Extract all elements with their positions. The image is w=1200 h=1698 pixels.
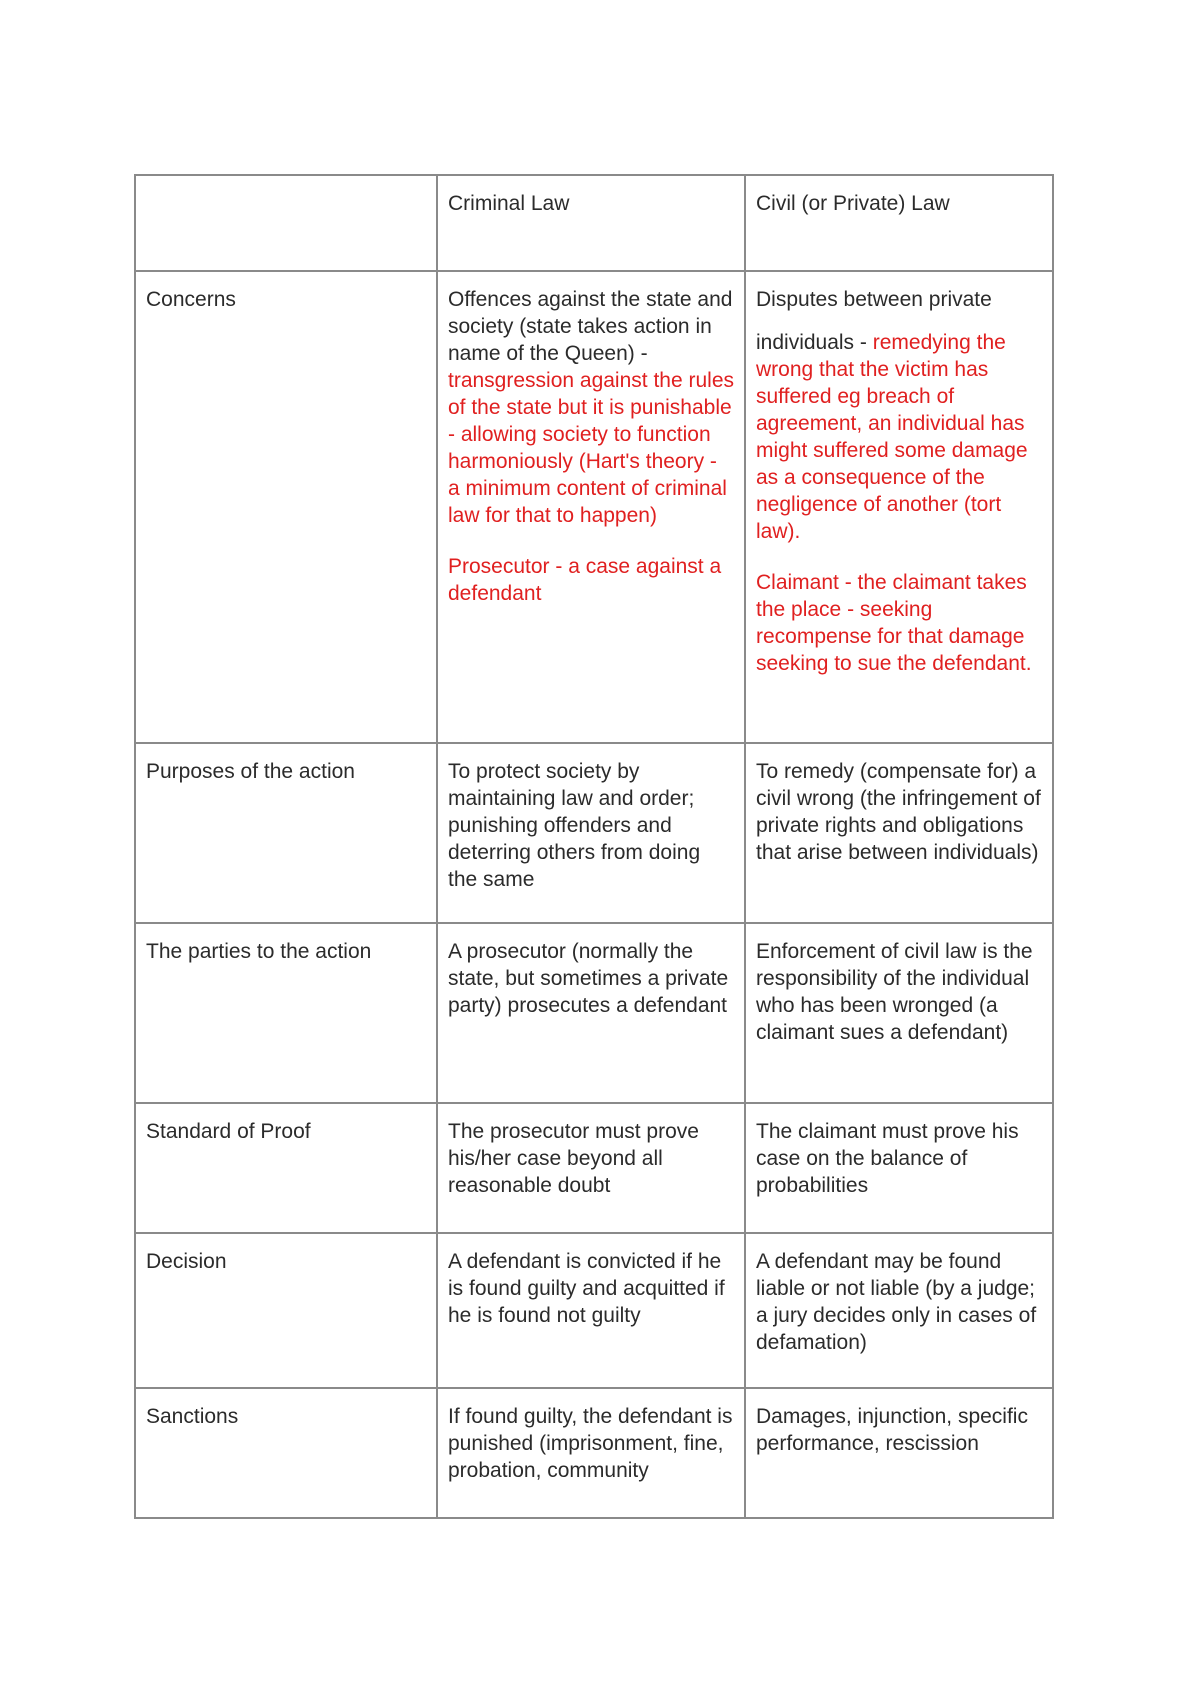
sanctions-criminal: If found guilty, the defendant is punished (imprisonment, fine, probation, community [437,1388,745,1518]
concerns-civil-text: individuals - [756,331,873,354]
concerns-criminal-paragraph-1 [448,286,734,529]
purposes-civil: To remedy (compensate for) a civil wrong (the infringement of private rights and obligations that arise between individuals) [745,743,1053,923]
parties-label: The parties to the action [135,923,437,1103]
concerns-row [135,271,1053,743]
standard-of-proof-row [135,1103,1053,1233]
header-civil-law: Civil (or Private) Law [745,175,1053,271]
standard-of-proof-label: Standard of Proof [135,1103,437,1233]
parties-criminal: A prosecutor (normally the state, but sometimes a private party) prosecutes a defendant [437,923,745,1103]
purposes-label: Purposes of the action [135,743,437,923]
concerns-civil-annotation: remedying the wrong that the victim has suffered eg breach of agreement, an individual has might suffered some damage as a consequence of the negligence of another (tort law). [756,331,1028,543]
concerns-label: Concerns [135,271,437,743]
law-comparison-table [134,174,1054,1519]
standard-of-proof-criminal: The prosecutor must prove his/her case beyond all reasonable doubt [437,1103,745,1233]
decision-row [135,1233,1053,1388]
decision-criminal: A defendant is convicted if he is found guilty and acquitted if he is found not guilty [437,1233,745,1388]
purposes-row [135,743,1053,923]
concerns-civil-claimant-note: Claimant - the claimant takes the place - seeking recompense for that damage seeking to sue the defendant. [756,571,1032,675]
sanctions-row [135,1388,1053,1518]
header-blank-cell [135,175,437,271]
standard-of-proof-civil: The claimant must prove his case on the balance of probabilities [745,1103,1053,1233]
concerns-civil-paragraph-1: Disputes between private [756,288,992,311]
decision-civil: A defendant may be found liable or not liable (by a judge; a jury decides only in cases of defamation) [745,1233,1053,1388]
concerns-criminal-annotation: transgression against the rules of the state but it is punishable - allowing society to function harmoniously (Hart's theory - a minimum content of criminal law for that to happen) [448,369,734,527]
purposes-criminal: To protect society by maintaining law and order; punishing offenders and deterring others from doing the same [437,743,745,923]
decision-label: Decision [135,1233,437,1388]
sanctions-label: Sanctions [135,1388,437,1518]
concerns-civil-cell [745,271,1053,743]
concerns-criminal-text: Offences against the state and society (state takes action in name of the Queen) - [448,288,733,365]
parties-row [135,923,1053,1103]
concerns-civil-paragraph-2 [756,329,1042,545]
sanctions-civil: Damages, injunction, specific performance, rescission [745,1388,1053,1518]
header-row [135,175,1053,271]
parties-civil: Enforcement of civil law is the responsibility of the individual who has been wronged (a claimant sues a defendant) [745,923,1053,1103]
concerns-criminal-cell [437,271,745,743]
header-criminal-law: Criminal Law [437,175,745,271]
concerns-criminal-prosecutor-note: Prosecutor - a case against a defendant [448,555,722,605]
